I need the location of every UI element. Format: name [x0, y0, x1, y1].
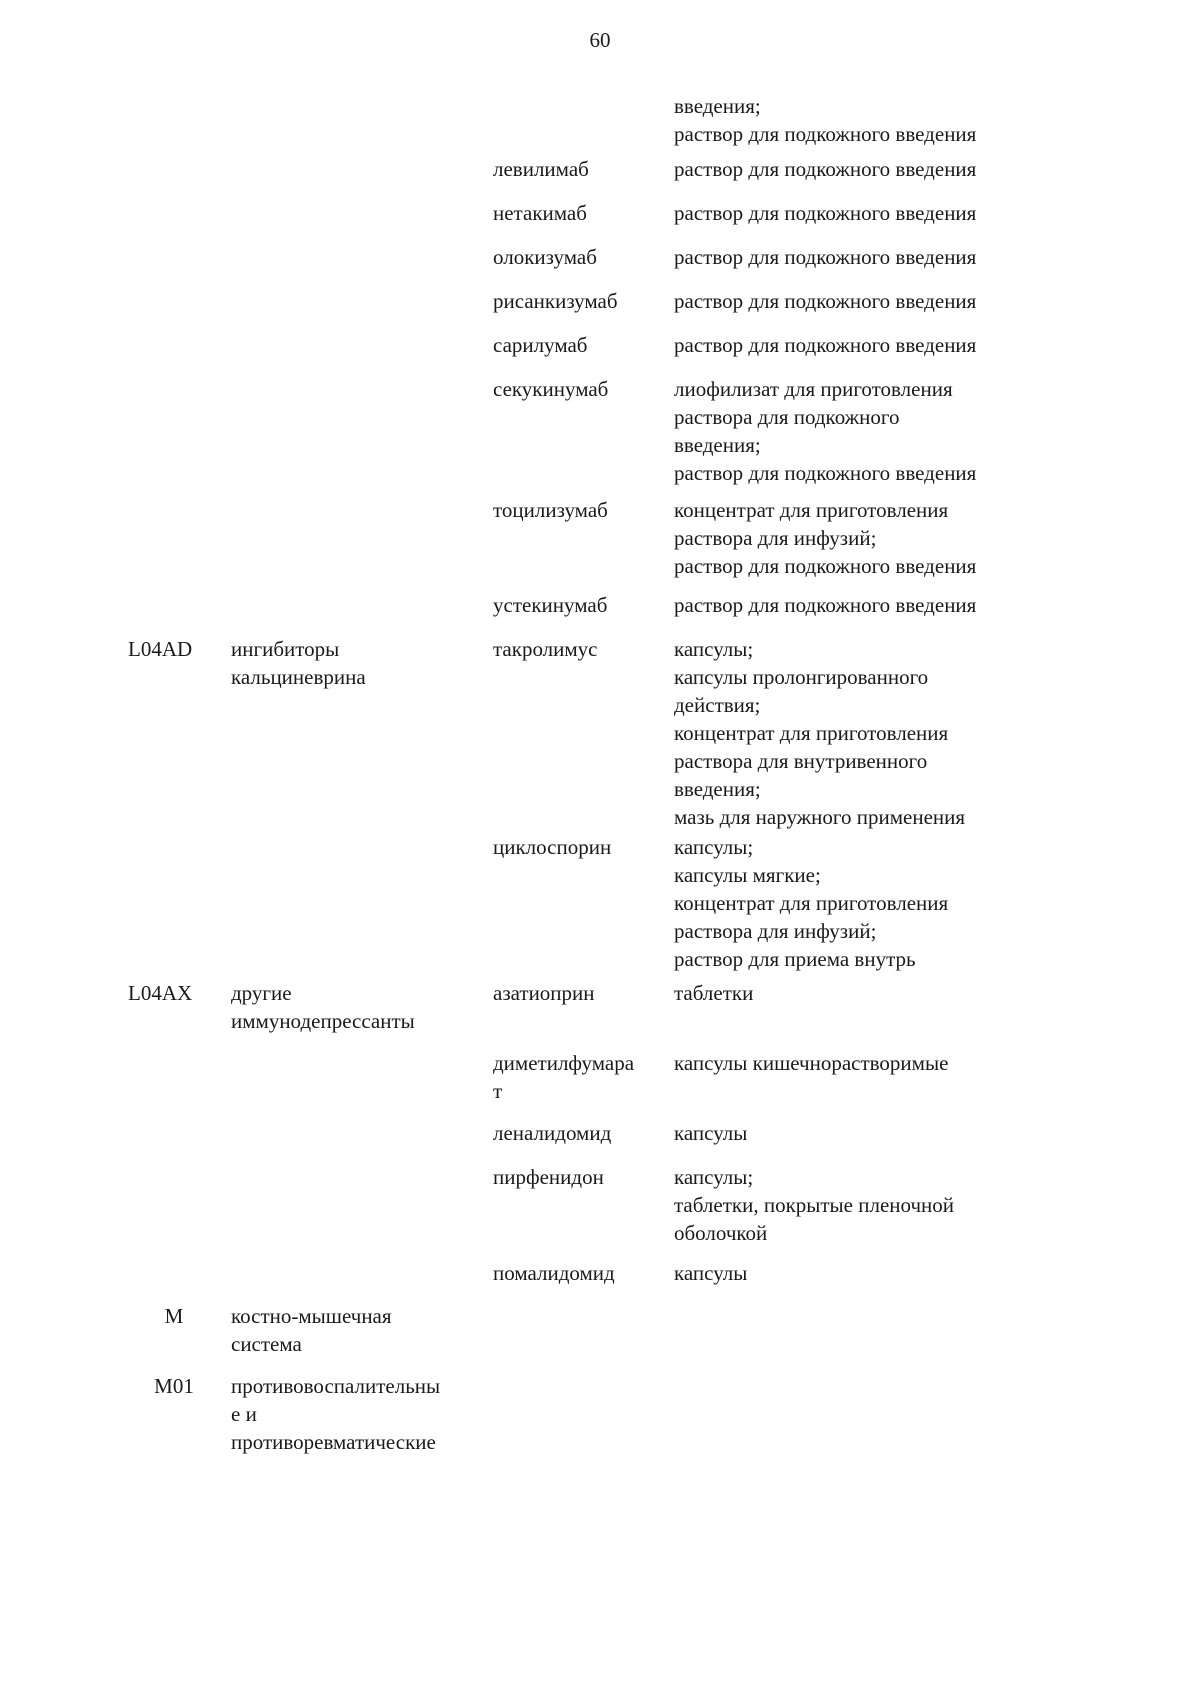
dosage-forms-line: таблетки, покрытые пленочной — [674, 1193, 955, 1217]
drug-name-line: циклоспорин — [493, 835, 612, 859]
dosage-forms-line: раствора для подкожного — [674, 405, 900, 429]
dosage-forms-line: раствора для инфузий; — [674, 919, 877, 943]
dosage-forms — [674, 635, 1034, 831]
dosage-forms-line: введения; — [674, 94, 761, 118]
dosage-forms — [674, 375, 1034, 487]
dosage-forms-line: мазь для наружного применения — [674, 805, 966, 829]
dosage-forms-line: капсулы кишечнорастворимые — [674, 1051, 949, 1075]
atc-code: M01 — [154, 1374, 194, 1398]
dosage-forms — [674, 199, 1034, 227]
drug-name — [493, 1163, 663, 1191]
drug-name-line: тоцилизумаб — [493, 498, 608, 522]
dosage-forms-line: введения; — [674, 433, 761, 457]
atc-group-name-line: е и — [231, 1402, 257, 1426]
dosage-forms — [674, 833, 1034, 973]
dosage-forms — [674, 1163, 1034, 1247]
atc-group-name-line: другие — [231, 981, 292, 1005]
page-number: 60 — [589, 28, 611, 52]
dosage-forms — [674, 979, 1034, 1007]
dosage-forms-line: раствор для подкожного введения — [674, 122, 977, 146]
dosage-forms-line: раствор для подкожного введения — [674, 201, 977, 225]
atc-group-name — [231, 1302, 481, 1358]
atc-group-name-line: иммунодепрессанты — [231, 1009, 415, 1033]
dosage-forms-line: раствор для подкожного введения — [674, 461, 977, 485]
atc-group-name-line: противоревматические — [231, 1430, 436, 1454]
drug-name-line: рисанкизумаб — [493, 289, 618, 313]
dosage-forms-line: капсулы пролонгированного — [674, 665, 929, 689]
drug-name-line: левилимаб — [493, 157, 589, 181]
drug-name — [493, 591, 663, 619]
drug-name — [493, 833, 663, 861]
dosage-forms-line: введения; — [674, 777, 761, 801]
dosage-forms — [674, 92, 1034, 148]
dosage-forms — [674, 591, 1034, 619]
drug-name — [493, 1049, 663, 1105]
dosage-forms — [674, 331, 1034, 359]
atc-group-name-line: система — [231, 1332, 302, 1356]
drug-name-line: азатиоприн — [493, 981, 595, 1005]
drug-name — [493, 331, 663, 359]
dosage-forms-line: раствор для подкожного введения — [674, 593, 977, 617]
dosage-forms — [674, 1119, 1034, 1147]
dosage-forms — [674, 1259, 1034, 1287]
dosage-forms-line: капсулы; — [674, 1165, 754, 1189]
dosage-forms-line: капсулы мягкие; — [674, 863, 821, 887]
atc-group-name — [231, 635, 481, 691]
drug-name-line: т — [493, 1079, 503, 1103]
dosage-forms-line: раствор для подкожного введения — [674, 157, 977, 181]
atc-group-name — [231, 979, 481, 1035]
dosage-forms-line: концентрат для приготовления — [674, 891, 949, 915]
dosage-forms — [674, 1049, 1034, 1077]
atc-group-name-line: ингибиторы — [231, 637, 340, 661]
drug-name — [493, 635, 663, 663]
drug-name — [493, 1119, 663, 1147]
drug-name-line: леналидомид — [493, 1121, 612, 1145]
dosage-forms-line: раствор для приема внутрь — [674, 947, 916, 971]
dosage-forms — [674, 287, 1034, 315]
dosage-forms-line: концентрат для приготовления — [674, 498, 949, 522]
drug-name-line: олокизумаб — [493, 245, 597, 269]
atc-code: M — [164, 1304, 184, 1328]
drug-name-line: диметилфумара — [493, 1051, 635, 1075]
drug-name-line: пирфенидон — [493, 1165, 604, 1189]
atc-group-name — [231, 1372, 481, 1456]
atc-code: L04AX — [128, 981, 193, 1005]
drug-name-line: устекинумаб — [493, 593, 608, 617]
dosage-forms — [674, 496, 1034, 580]
drug-name — [493, 979, 663, 1007]
drug-name-line: такролимус — [493, 637, 598, 661]
dosage-forms-line: раствор для подкожного введения — [674, 333, 977, 357]
dosage-forms-line: капсулы — [674, 1261, 748, 1285]
drug-name — [493, 375, 663, 403]
dosage-forms-line: раствора для инфузий; — [674, 526, 877, 550]
drug-name-line: секукинумаб — [493, 377, 609, 401]
dosage-forms-line: капсулы; — [674, 835, 754, 859]
dosage-forms-line: таблетки — [674, 981, 754, 1005]
dosage-forms-line: капсулы; — [674, 637, 754, 661]
drug-name — [493, 155, 663, 183]
drug-name — [493, 243, 663, 271]
drug-name — [493, 199, 663, 227]
dosage-forms — [674, 243, 1034, 271]
dosage-forms-line: раствор для подкожного введения — [674, 245, 977, 269]
dosage-forms-line: оболочкой — [674, 1221, 768, 1245]
drug-name — [493, 287, 663, 315]
atc-group-name-line: кальциневрина — [231, 665, 366, 689]
drug-name-line: помалидомид — [493, 1261, 615, 1285]
atc-group-name-line: костно-мышечная — [231, 1304, 392, 1328]
dosage-forms — [674, 155, 1034, 183]
atc-group-name-line: противовоспалительны — [231, 1374, 441, 1398]
drug-name-line: нетакимаб — [493, 201, 587, 225]
drug-name — [493, 496, 663, 524]
drug-name — [493, 1259, 663, 1287]
dosage-forms-line: лиофилизат для приготовления — [674, 377, 953, 401]
dosage-forms-line: раствора для внутривенного — [674, 749, 928, 773]
dosage-forms-line: концентрат для приготовления — [674, 721, 949, 745]
dosage-forms-line: действия; — [674, 693, 761, 717]
atc-code: L04AD — [128, 637, 193, 661]
dosage-forms-line: раствор для подкожного введения — [674, 554, 977, 578]
dosage-forms-line: капсулы — [674, 1121, 748, 1145]
drug-name-line: сарилумаб — [493, 333, 588, 357]
dosage-forms-line: раствор для подкожного введения — [674, 289, 977, 313]
